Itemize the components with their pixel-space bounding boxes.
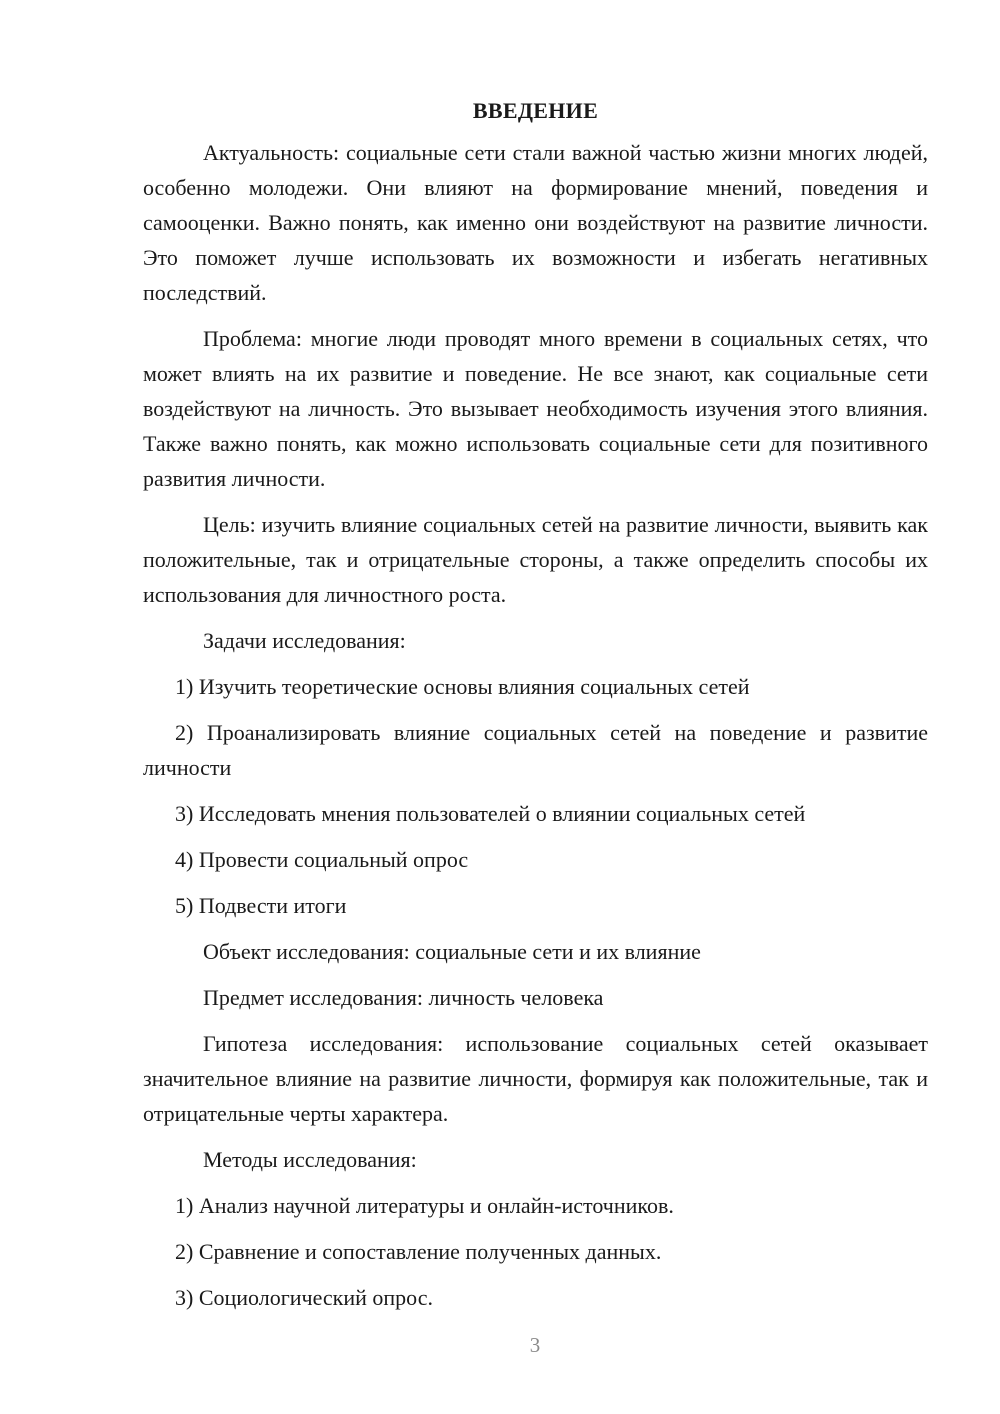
methods-title: Методы исследования: [203,1147,417,1172]
method-item-1: 1) Анализ научной литературы и онлайн-источников. [175,1193,674,1218]
paragraph-hypothesis: Гипотеза исследования: использование социальных сетей оказывает значительное влияние на развитие личности, формируя как положительные, так и отрицательные черты характера. [143,1031,928,1126]
paragraph-problem: Проблема: многие люди проводят много времени в социальных сетях, что может влиять на их развитие и поведение. Не все знают, как социальные сети воздействуют на личность. Это вызывает необходимость изучения этого влияния. Также важно понять, как можно использовать социальные сети для позитивного развития личности. [143,326,928,491]
paragraph-goal: Цель: изучить влияние социальных сетей на развитие личности, выявить как положительные, так и отрицательные стороны, а также определить способы их использования для личностного роста. [143,512,928,607]
paragraph-subject: Предмет исследования: личность человека [203,985,604,1010]
method-item-2: 2) Сравнение и сопоставление полученных данных. [175,1239,662,1264]
section-heading: ВВЕДЕНИЕ [472,98,599,123]
page-number: 3 [529,1333,541,1357]
paragraph-object: Объект исследования: социальные сети и их влияние [203,939,701,964]
method-item-3: 3) Социологический опрос. [175,1285,433,1310]
task-item-1: 1) Изучить теоретические основы влияния социальных сетей [175,674,750,699]
task-item-3: 3) Исследовать мнения пользователей о влиянии социальных сетей [175,801,806,826]
document-body [143,96,928,1326]
tasks-title: Задачи исследования: [203,628,406,653]
task-item-2: 2) Проанализировать влияние социальных сетей на поведение и развитие личности [143,720,928,780]
task-item-4: 4) Провести социальный опрос [175,847,469,872]
task-item-5: 5) Подвести итоги [175,893,347,918]
paragraph-relevance: Актуальность: социальные сети стали важной частью жизни многих людей, особенно молодежи. Они влияют на формирование мнений, поведения и самооценки. Важно понять, как именно они воздействуют на развитие личности. Это поможет лучше использовать их возможности и избегать негативных последствий. [143,140,928,305]
